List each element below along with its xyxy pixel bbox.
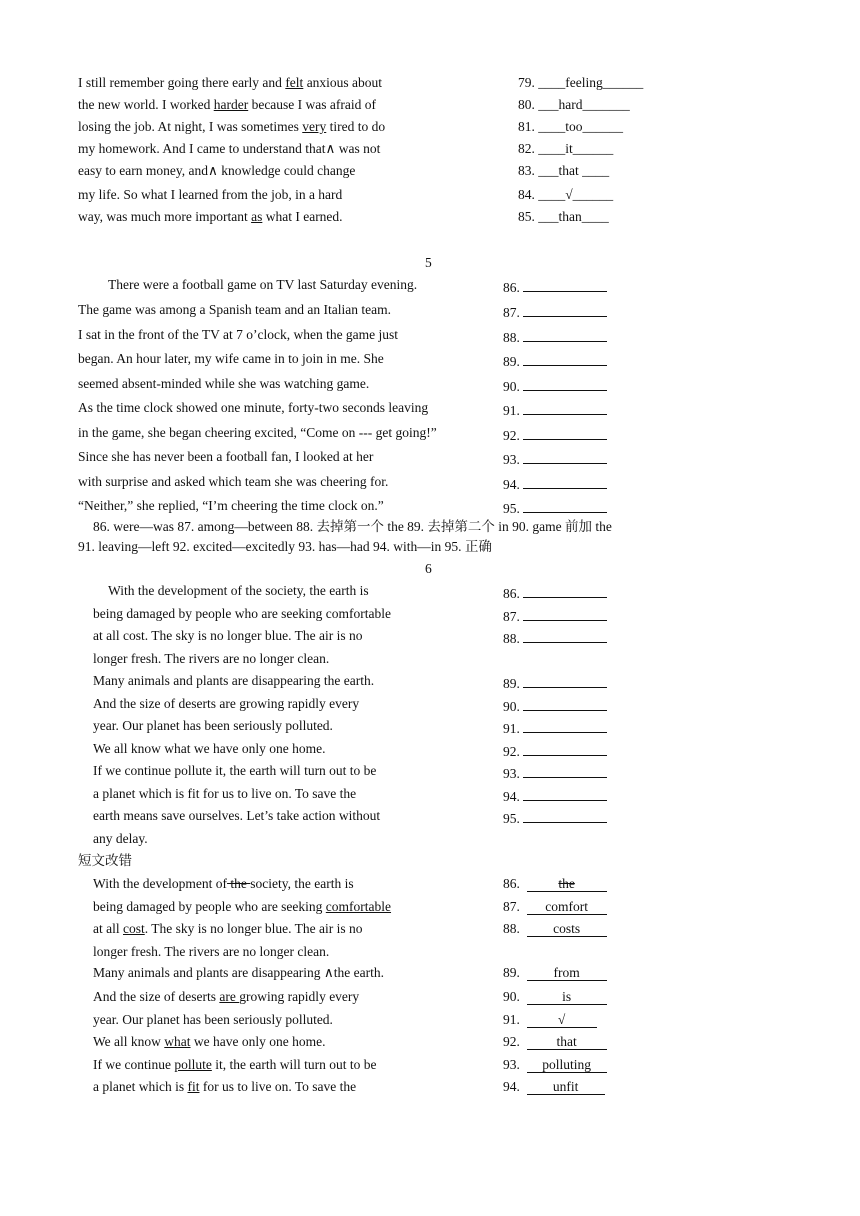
answer-blank[interactable]: 92. [503, 742, 607, 759]
correction-answer: 86. the [503, 876, 607, 892]
struck-word: the [227, 876, 251, 891]
correction-answer: 89. from [503, 965, 607, 981]
passage-line: “Neither,” she replied, “I’m cheering the time clock on.” [78, 498, 384, 513]
answer-line: 83. ___that ____ [518, 163, 610, 178]
passage-line: at all cost. The sky is no longer blue. The air is no [93, 628, 363, 643]
passage-line: with surprise and asked which team she was cheering for. [78, 474, 389, 489]
answer-blank[interactable]: 90. [503, 697, 607, 714]
passage-line: way, was much more important as what I earned. [78, 209, 343, 224]
answer-line: 80. ___hard_______ [518, 97, 630, 112]
answer-blank[interactable]: 89. [503, 674, 607, 691]
correction-answer: 87. comfort [503, 899, 607, 915]
section-heading: 短文改错 [78, 853, 132, 868]
answer-blank[interactable]: 89. [503, 352, 607, 369]
answer-blank[interactable]: 95. [503, 809, 607, 826]
passage-line: With the development of the society, the earth is [108, 583, 369, 598]
section-heading: 5 [425, 255, 432, 270]
correction-answer: 92. that [503, 1034, 607, 1050]
passage-line: any delay. [93, 831, 148, 846]
passage-line: a planet which is fit for us to live on. To save the [93, 786, 357, 801]
correction-answer: 93. polluting [503, 1057, 607, 1073]
passage-line: a planet which is fit for us to live on. To save the [93, 1079, 357, 1094]
answer-blank[interactable]: 93. [503, 764, 607, 781]
passage-line: began. An hour later, my wife came in to join in me. She [78, 351, 384, 366]
passage-line: year. Our planet has been seriously polluted. [93, 718, 333, 733]
correction-answer: 90. is [503, 989, 607, 1005]
answer-blank[interactable]: 94. [503, 475, 607, 492]
answer-blank[interactable]: 95. [503, 499, 607, 516]
answer-line: 81. ____too______ [518, 119, 624, 134]
passage-line: We all know what we have only one home. [93, 741, 326, 756]
answer-blank[interactable]: 92. [503, 426, 607, 443]
passage-line: losing the job. At night, I was sometimes very tired to do [78, 119, 386, 134]
answer-line: 82. ____it______ [518, 141, 614, 156]
answer-blank[interactable]: 91. [503, 401, 607, 418]
passage-line: longer fresh. The rivers are no longer clean. [93, 651, 330, 666]
passage-line: the new world. I worked harder because I was afraid of [78, 97, 377, 112]
passage-line: year. Our planet has been seriously polluted. [93, 1012, 333, 1027]
answer-key-line: 91. leaving—left 92. excited—excitedly 93. has—had 94. with—in 95. 正确 [78, 539, 492, 554]
passage-line: Many animals and plants are disappearing the earth. [93, 673, 375, 688]
passage-line: We all know what we have only one home. [93, 1034, 326, 1049]
answer-blank[interactable]: 87. [503, 303, 607, 320]
answer-blank[interactable]: 88. [503, 328, 607, 345]
correction-answer: 94. unfit [503, 1079, 605, 1095]
correction-answer: 88. costs [503, 921, 607, 937]
answer-blank[interactable]: 94. [503, 787, 607, 804]
answer-line: 84. ____√______ [518, 187, 614, 202]
passage-line: earth means save ourselves. Let’s take action without [93, 808, 381, 823]
passage-line: And the size of deserts are growing rapidly every [93, 989, 360, 1004]
passage-line: I sat in the front of the TV at 7 o’clock, when the game just [78, 327, 399, 342]
passage-line: longer fresh. The rivers are no longer clean. [93, 944, 330, 959]
section-heading: 6 [425, 561, 432, 576]
answer-blank[interactable]: 87. [503, 607, 607, 624]
passage-line: seemed absent-minded while she was watching game. [78, 376, 370, 391]
passage-line: at all cost. The sky is no longer blue. The air is no [93, 921, 363, 936]
passage-line: I still remember going there early and felt anxious about [78, 75, 383, 90]
passage-line: If we continue pollute it, the earth will turn out to be [93, 763, 377, 778]
answer-blank[interactable]: 91. [503, 719, 607, 736]
passage-line: in the game, she began cheering excited, “Come on --- get going!” [78, 425, 437, 440]
answer-blank[interactable]: 90. [503, 377, 607, 394]
passage-line: my homework. And I came to understand that∧ was not [78, 141, 381, 156]
answer-blank[interactable]: 93. [503, 450, 607, 467]
passage-line: There were a football game on TV last Saturday evening. [108, 277, 418, 292]
passage-line: being damaged by people who are seeking comfortable [93, 606, 392, 621]
passage-line: As the time clock showed one minute, forty-two seconds leaving [78, 400, 429, 415]
correction-answer: 91. √ [503, 1012, 597, 1028]
passage-line: my life. So what I learned from the job, in a hard [78, 187, 343, 202]
answer-key-line: 86. were—was 87. among—between 88. 去掉第一个 the 89. 去掉第二个 in 90. game 前加 the [93, 519, 612, 534]
answer-line: 85. ___than____ [518, 209, 609, 224]
passage-line: Many animals and plants are disappearing ∧the earth. [93, 965, 385, 980]
passage-line: With the development of the society, the earth is [93, 876, 354, 891]
passage-line: The game was among a Spanish team and an Italian team. [78, 302, 392, 317]
passage-line: being damaged by people who are seeking comfortable [93, 899, 392, 914]
answer-blank[interactable]: 86. [503, 584, 607, 601]
passage-line: Since she has never been a football fan, I looked at her [78, 449, 374, 464]
passage-line: easy to earn money, and∧ knowledge could change [78, 163, 356, 178]
answer-blank[interactable]: 88. [503, 629, 607, 646]
answer-line: 79. ____feeling______ [518, 75, 644, 90]
passage-line: If we continue pollute it, the earth will turn out to be [93, 1057, 377, 1072]
answer-blank[interactable]: 86. [503, 278, 607, 295]
passage-line: And the size of deserts are growing rapidly every [93, 696, 360, 711]
